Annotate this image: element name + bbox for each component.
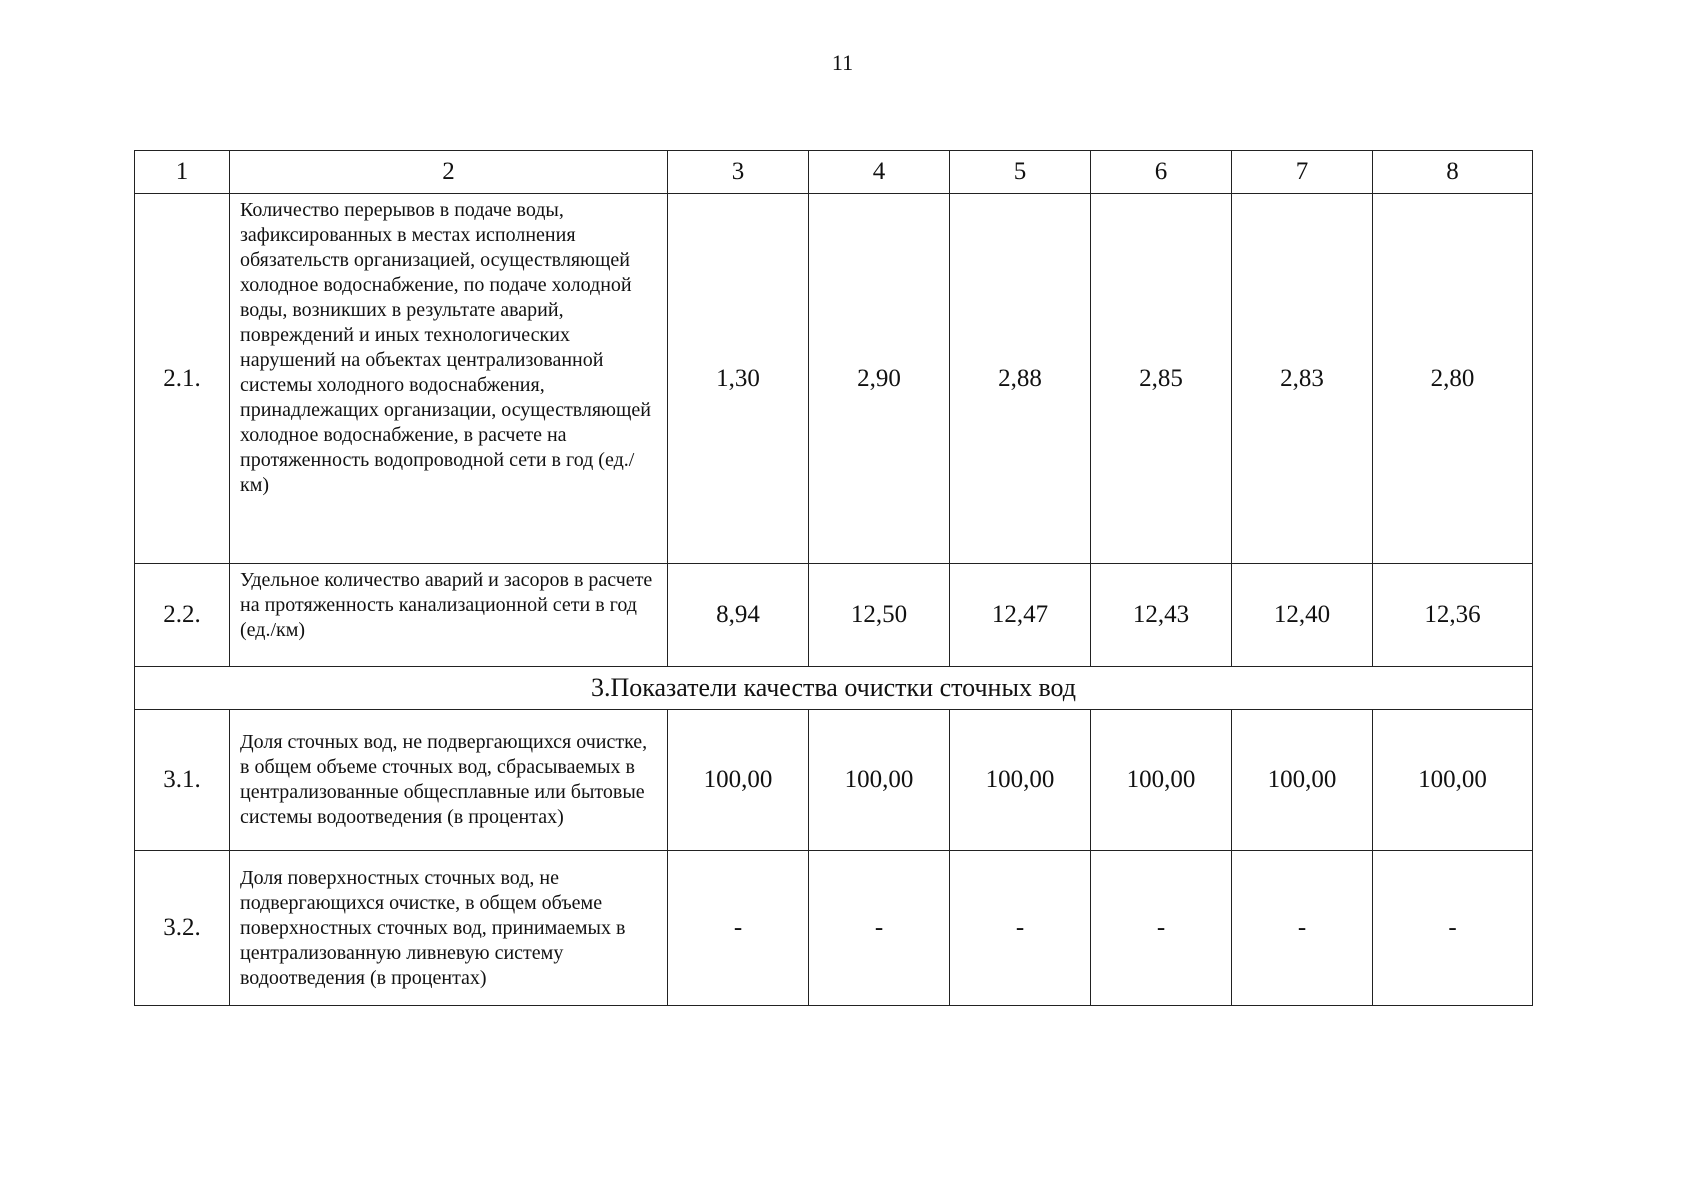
value-cell: - — [950, 851, 1091, 1006]
header-cell: 4 — [809, 151, 950, 194]
page-number: 11 — [831, 50, 854, 75]
header-cell: 1 — [135, 151, 230, 194]
value-cell: 12,40 — [1232, 564, 1373, 667]
header-cell: 8 — [1373, 151, 1533, 194]
section-title: 3.Показатели качества очистки сточных вод — [135, 667, 1533, 710]
value-cell: 2,85 — [1091, 194, 1232, 564]
row-number: 2.2. — [135, 564, 230, 667]
value-cell: 2,80 — [1373, 194, 1533, 564]
table-row — [135, 851, 1533, 1006]
value-cell: - — [1373, 851, 1533, 1006]
row-description: Удельное количество аварий и засоров в расчете на протяженность канализационной сети в год (ед./км) — [230, 564, 668, 667]
value-cell: 12,50 — [809, 564, 950, 667]
value-cell: 100,00 — [1091, 710, 1232, 851]
value-cell: 100,00 — [1232, 710, 1373, 851]
header-cell: 2 — [230, 151, 668, 194]
value-cell: 8,94 — [668, 564, 809, 667]
value-cell: - — [1091, 851, 1232, 1006]
indicators-table — [134, 150, 1533, 1006]
row-number: 3.2. — [135, 851, 230, 1006]
value-cell: 1,30 — [668, 194, 809, 564]
table-row — [135, 710, 1533, 851]
header-cell: 5 — [950, 151, 1091, 194]
value-cell: - — [668, 851, 809, 1006]
value-cell: - — [809, 851, 950, 1006]
row-description: Доля сточных вод, не подвергающихся очистке, в общем объеме сточных вод, сбрасываемых в централизованные общесплавные или бытовые системы водоотведения (в процентах) — [230, 710, 668, 851]
value-cell: 12,47 — [950, 564, 1091, 667]
row-number: 2.1. — [135, 194, 230, 564]
row-description: Доля поверхностных сточных вод, не подвергающихся очистке, в общем объеме поверхностных сточных вод, принимаемых в централизованную ливневую систему водоотведения (в процентах) — [230, 851, 668, 1006]
row-number: 3.1. — [135, 710, 230, 851]
table-row — [135, 194, 1533, 564]
table-row — [135, 564, 1533, 667]
section-header-row — [135, 667, 1533, 710]
value-cell: 12,36 — [1373, 564, 1533, 667]
value-cell: 100,00 — [809, 710, 950, 851]
value-cell: 2,88 — [950, 194, 1091, 564]
value-cell: 12,43 — [1091, 564, 1232, 667]
value-cell: 100,00 — [668, 710, 809, 851]
header-cell: 3 — [668, 151, 809, 194]
value-cell: 100,00 — [950, 710, 1091, 851]
value-cell: 2,83 — [1232, 194, 1373, 564]
row-description: Количество перерывов в подаче воды, зафиксированных в местах исполнения обязательств организацией, осуществляющей холодное водоснабжение, по подаче холодной воды, возникших в результате аварий, повреждений и иных технологических нарушений на объектах централизованной системы холодного водоснабжения, принадлежащих организации, осуществляющей холодное водоснабжение, в расчете на протяженность водопроводной сети в год (ед./км) — [230, 194, 668, 564]
value-cell: 100,00 — [1373, 710, 1533, 851]
header-cell: 7 — [1232, 151, 1373, 194]
header-row — [135, 151, 1533, 194]
value-cell: - — [1232, 851, 1373, 1006]
value-cell: 2,90 — [809, 194, 950, 564]
header-cell: 6 — [1091, 151, 1232, 194]
